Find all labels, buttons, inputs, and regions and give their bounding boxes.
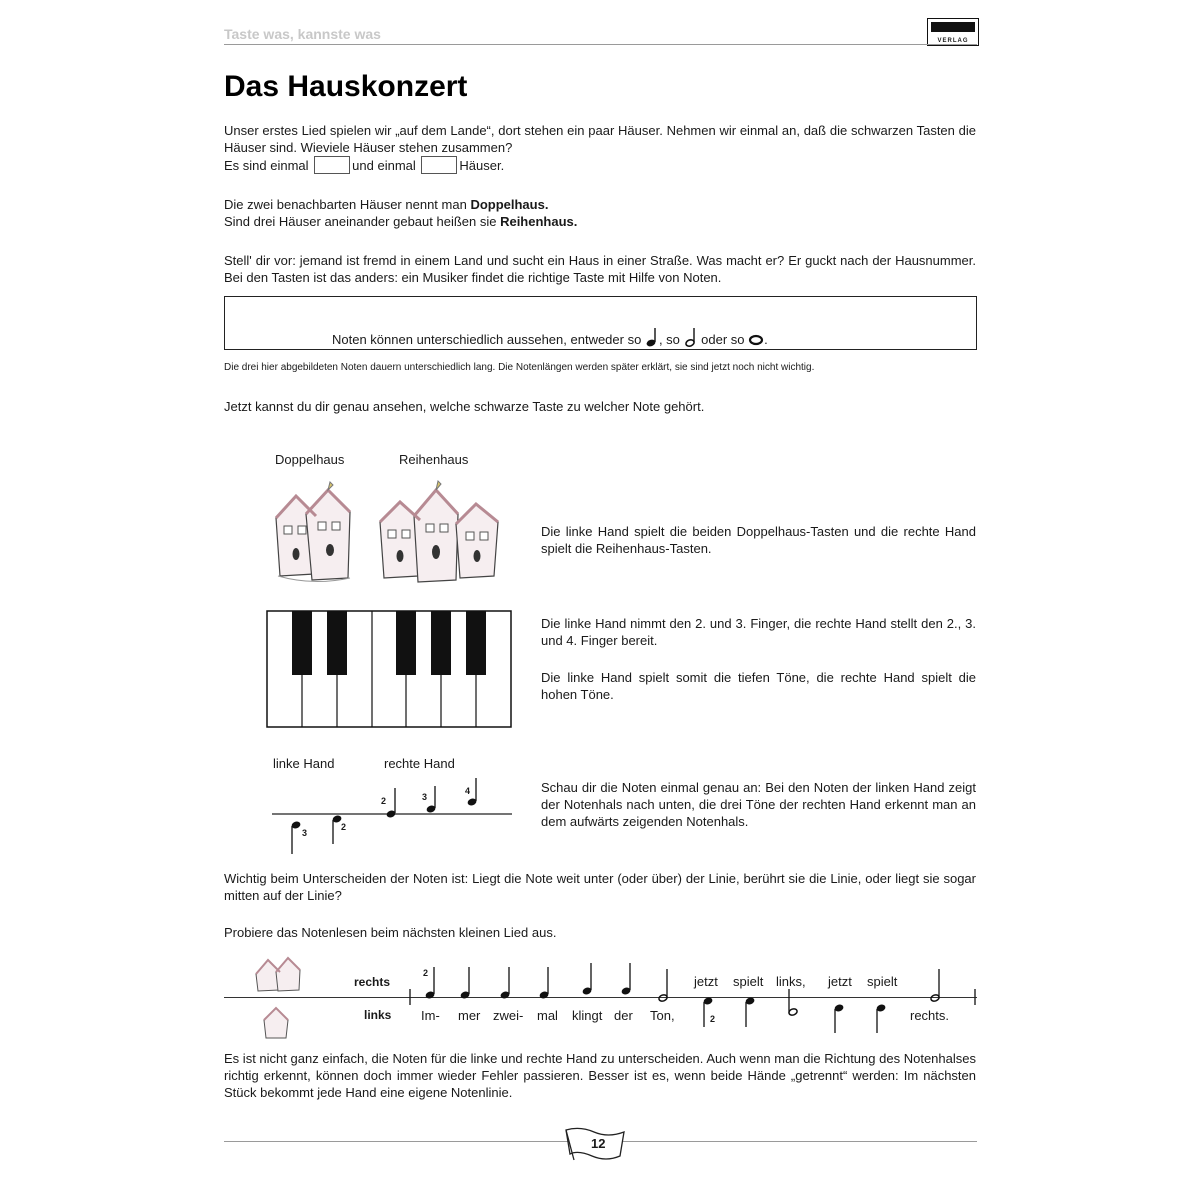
doppelhaus-sentence: Die zwei benachbarten Häuser nennt man xyxy=(224,197,471,212)
rechts-label: rechts xyxy=(354,975,391,989)
lyric-upper-4: jetzt xyxy=(828,974,852,989)
song-finger-upper: 2 xyxy=(423,968,429,978)
reihenhaus-sentence: Sind drei Häuser aneinander gebaut heißen sie xyxy=(224,214,501,229)
whole-note-icon xyxy=(748,334,764,346)
publisher-logo xyxy=(927,18,979,46)
side-paragraph-1: Die linke Hand spielt die beiden Doppelhaus-Tasten und die rechte Hand spielt die Reihenhaus-Tasten. xyxy=(541,524,976,556)
lyric-lower-5: klingt xyxy=(572,1008,603,1023)
reihenhaus-illustration xyxy=(374,476,509,588)
answer-box-2[interactable] xyxy=(421,156,457,174)
quarter-note-icon xyxy=(645,326,659,348)
intro-answer-b: und einmal xyxy=(352,158,416,173)
intro-paragraph xyxy=(224,122,976,174)
notes-text-c: oder so xyxy=(701,332,745,347)
lyric-upper-2: spielt xyxy=(733,974,764,989)
footnote-note-lengths: Die drei hier abgebildeten Noten dauern unterschiedlich lang. Die Notenlängen werden später erklärt, sie sind jetzt noch nicht wichtig. xyxy=(224,362,815,373)
logo-text: VERLAG xyxy=(937,38,969,44)
lyric-lower-3: zwei- xyxy=(493,1008,524,1023)
answer-box-1[interactable] xyxy=(314,156,350,174)
finger-right-3: 4 xyxy=(465,786,471,796)
notes-text-a: Noten können unterschiedlich aussehen, entweder so xyxy=(332,332,642,347)
lyric-upper-5: spielt xyxy=(867,974,898,989)
half-note-icon xyxy=(684,326,698,348)
page-number: 12 xyxy=(591,1136,606,1151)
lyric-lower-6: der xyxy=(614,1008,633,1023)
finger-left-2: 2 xyxy=(341,822,347,832)
doppelhaus-term: Doppelhaus. xyxy=(470,197,549,212)
notes-line xyxy=(332,326,768,348)
reihenhaus-term: Reihenhaus. xyxy=(500,214,578,229)
side-paragraph-4: Schau dir die Noten einmal genau an: Bei den Noten der linken Hand zeigt der Notenhals nach unten, die drei Töne der rechten Hand erkennt man an dem aufwärts zeigenden Notenhals. xyxy=(541,780,976,829)
probiere-paragraph: Probiere das Notenlesen beim nächsten kleinen Lied aus. xyxy=(224,925,557,940)
links-label: links xyxy=(364,1008,392,1022)
lyric-lower-2: mer xyxy=(458,1008,481,1023)
intro-answer-a: Es sind einmal xyxy=(224,158,309,173)
jetzt-paragraph: Jetzt kannst du dir genau ansehen, welche schwarze Taste zu welcher Note gehört. xyxy=(224,399,705,414)
page-title: Das Hauskonzert xyxy=(224,70,468,103)
hands-notation xyxy=(270,776,515,858)
rechte-hand-label: rechte Hand xyxy=(384,756,455,771)
doppelhaus-label: Doppelhaus xyxy=(275,452,345,467)
notes-text-b: , so xyxy=(658,332,680,347)
song-notation xyxy=(405,955,980,1035)
lyric-lower-4: mal xyxy=(537,1008,558,1023)
houses-paragraph xyxy=(224,196,976,230)
wichtig-paragraph: Wichtig beim Unterscheiden der Noten ist: Liegt die Note weit unter (oder über) der Linie, berührt sie die Linie, oder liegt sie sogar mitten auf der Linie? xyxy=(224,871,976,903)
side-paragraph-2: Die linke Hand nimmt den 2. und 3. Finger, die rechte Hand stellt den 2., 3. und 4. Finger bereit. xyxy=(541,616,976,648)
finger-left-1: 3 xyxy=(302,828,308,838)
lyric-lower-1: Im- xyxy=(421,1008,440,1023)
lyric-lower-7: Ton, xyxy=(650,1008,675,1023)
lyric-lower-8: rechts. xyxy=(910,1008,950,1023)
song-house-illustrations xyxy=(250,952,310,1040)
series-title: Taste was, kannste was xyxy=(224,26,381,42)
doppelhaus-illustration xyxy=(268,478,363,588)
piano-keyboard xyxy=(266,610,512,728)
intro-text: Unser erstes Lied spielen wir „auf dem Lande“, dort stehen ein paar Häuser. Nehmen wir einmal an, daß die schwarzen Tasten die Häuser sind. Wieviele Häuser stehen zusammen? xyxy=(224,123,976,155)
header-rule xyxy=(224,44,977,45)
finger-right-2: 3 xyxy=(422,792,428,802)
outro-paragraph: Es ist nicht ganz einfach, die Noten für die linke und rechte Hand zu unterscheiden. Auch wenn man die Richtung des Notenhalses richtig erkennt, können doch immer wieder Fehler passieren. Besser ist es, wenn beide Hände „getrennt“ werden: Im nächsten Stück bekommt jede Hand eine eigene Notenlinie. xyxy=(224,1051,976,1100)
notes-text-d: . xyxy=(764,332,768,347)
song-finger-lower: 2 xyxy=(710,1014,716,1024)
stell-paragraph: Stell' dir vor: jemand ist fremd in einem Land und sucht ein Haus in einer Straße. Was macht er? Er guckt nach der Hausnummer. Bei den Tasten ist das anders: ein Musiker findet die richtige Taste mit Hilfe von Noten. xyxy=(224,253,976,285)
lyric-upper-3: links, xyxy=(776,974,806,989)
reihenhaus-label: Reihenhaus xyxy=(399,452,469,467)
side-paragraph-3: Die linke Hand spielt somit die tiefen Töne, die rechte Hand spielt die hohen Töne. xyxy=(541,670,976,702)
intro-answer-c: Häuser. xyxy=(459,158,505,173)
linke-hand-label: linke Hand xyxy=(273,756,335,771)
lyric-upper-1: jetzt xyxy=(694,974,718,989)
finger-right-1: 2 xyxy=(381,796,387,806)
